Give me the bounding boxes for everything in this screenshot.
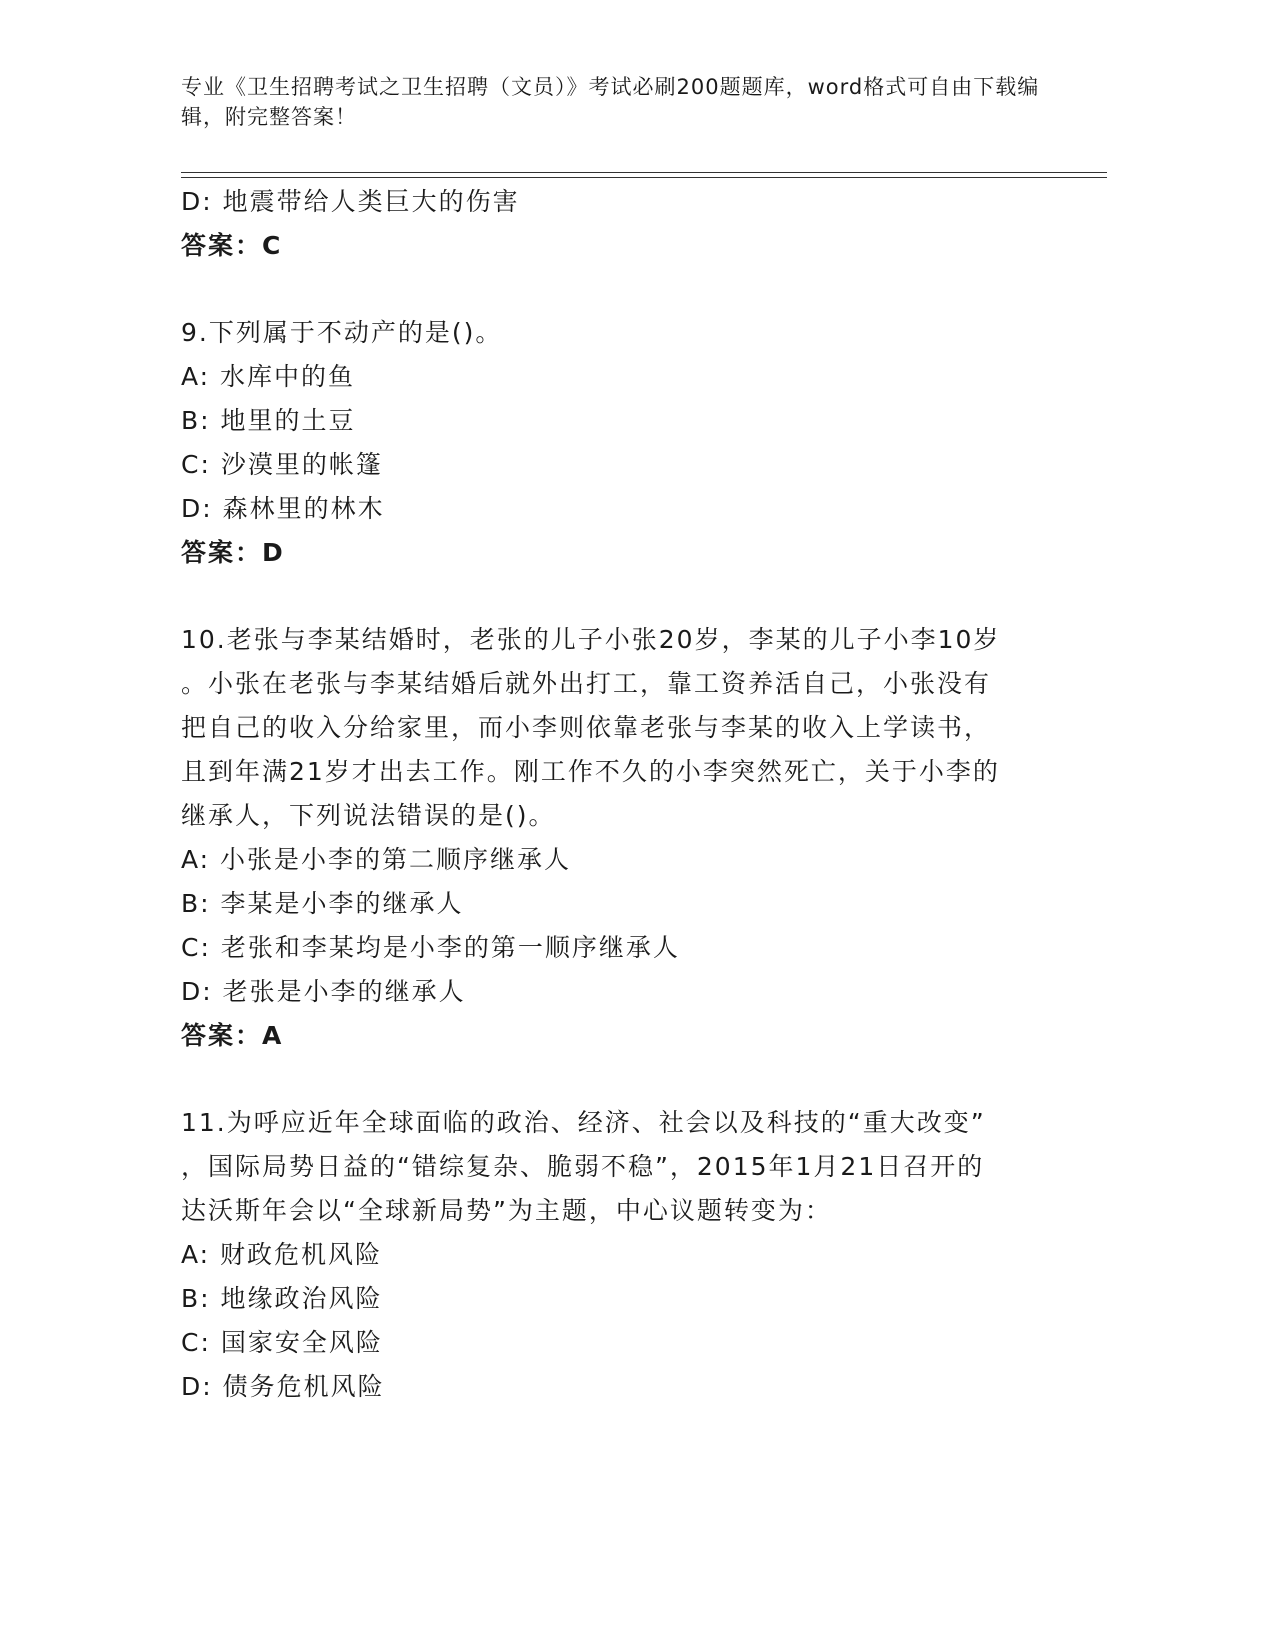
option-d: D: 森林里的林木 bbox=[181, 494, 385, 523]
question-stem-line: 11.为呼应近年全球面临的政治、经济、社会以及科技的“重大改变” bbox=[181, 1108, 986, 1137]
header-rule-top bbox=[181, 172, 1107, 173]
question-10 bbox=[181, 621, 1061, 1061]
option-a: A: 财政危机风险 bbox=[181, 1240, 383, 1269]
document-header: 专业《卫生招聘考试之卫生招聘（文员）》考试必刷200题题库，word格式可自由下载编辑，附完整答案！ bbox=[181, 75, 1040, 129]
spacer bbox=[181, 1061, 1061, 1104]
option-b: B: 地缘政治风险 bbox=[181, 1284, 383, 1313]
option-c: C: 沙漠里的帐篷 bbox=[181, 450, 383, 479]
prev-answer: 答案：C bbox=[181, 231, 283, 260]
question-stem-line: 达沃斯年会以“全球新局势”为主题，中心议题转变为： bbox=[181, 1196, 832, 1225]
option-d: D: 老张是小李的继承人 bbox=[181, 977, 466, 1006]
question-stem-line: 且到年满21岁才出去工作。刚工作不久的小李突然死亡，关于小李的 bbox=[181, 757, 1000, 786]
option-b: B: 地里的土豆 bbox=[181, 406, 356, 435]
answer: 答案：A bbox=[181, 1021, 284, 1050]
option-c: C: 老张和李某均是小李的第一顺序继承人 bbox=[181, 933, 680, 962]
question-11 bbox=[181, 1104, 1061, 1412]
option-d: D: 债务危机风险 bbox=[181, 1372, 385, 1401]
spacer bbox=[181, 271, 1061, 314]
question-stem-line: ，国际局势日益的“错综复杂、脆弱不稳”，2015年1月21日召开的 bbox=[181, 1152, 985, 1181]
question-stem-line: 继承人，下列说法错误的是()。 bbox=[181, 801, 556, 830]
question-stem-line: 把自己的收入分给家里，而小李则依靠老张与李某的收入上学读书， bbox=[181, 713, 992, 742]
spacer bbox=[181, 578, 1061, 621]
option-a: A: 小张是小李的第二顺序继承人 bbox=[181, 845, 572, 874]
option-a: A: 水库中的鱼 bbox=[181, 362, 356, 391]
option-c: C: 国家安全风险 bbox=[181, 1328, 383, 1357]
prev-option-d: D: 地震带给人类巨大的伤害 bbox=[181, 187, 520, 216]
header-rule-bottom bbox=[181, 177, 1107, 178]
question-stem-line: 10.老张与李某结婚时，老张的儿子小张20岁，李某的儿子小李10岁 bbox=[181, 625, 1001, 654]
question-9 bbox=[181, 314, 1061, 578]
question-stem: 9.下列属于不动产的是()。 bbox=[181, 318, 503, 347]
question-stem-line: 。小张在老张与李某结婚后就外出打工，靠工资养活自己，小张没有 bbox=[181, 669, 992, 698]
answer: 答案：D bbox=[181, 538, 285, 567]
option-b: B: 李某是小李的继承人 bbox=[181, 889, 464, 918]
document-body bbox=[181, 183, 1061, 1412]
